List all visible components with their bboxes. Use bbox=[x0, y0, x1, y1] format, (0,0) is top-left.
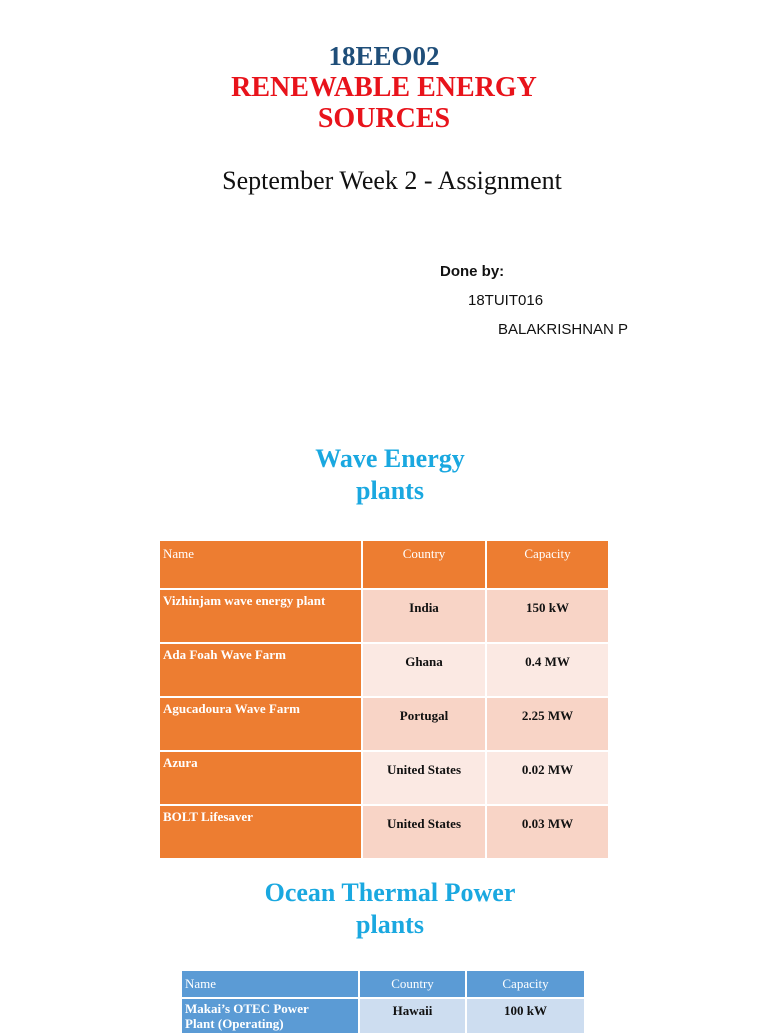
table-header-row bbox=[160, 541, 609, 589]
course-code: 18EEO02 bbox=[328, 41, 440, 71]
wave-title-line2: plants bbox=[356, 476, 424, 505]
assignment-subtitle: September Week 2 - Assignment bbox=[222, 166, 562, 195]
plant-name-cell: BOLT Lifesaver bbox=[160, 805, 362, 859]
country-cell: Ghana bbox=[362, 643, 486, 697]
table-row bbox=[160, 751, 609, 805]
plant-name-cell: Ada Foah Wave Farm bbox=[160, 643, 362, 697]
author-name: BALAKRISHNAN P bbox=[498, 321, 629, 338]
plant-name-cell: Azura bbox=[160, 751, 362, 805]
wave-energy-table bbox=[160, 541, 610, 860]
capacity-cell: 100 kW bbox=[466, 998, 585, 1034]
done-by-label: Done by: bbox=[440, 263, 505, 280]
course-title-line1: RENEWABLE ENERGY bbox=[231, 72, 537, 103]
course-title bbox=[0, 72, 768, 134]
plant-name-cell: Agucadoura Wave Farm bbox=[160, 697, 362, 751]
plant-name-line1: Makai’s OTEC Power bbox=[185, 1001, 309, 1016]
column-header-capacity: Capacity bbox=[466, 971, 585, 998]
wave-title-line1: Wave Energy bbox=[315, 444, 465, 473]
capacity-cell: 0.03 MW bbox=[486, 805, 609, 859]
table-header-row bbox=[182, 971, 585, 998]
otec-title-line1: Ocean Thermal Power bbox=[264, 878, 516, 907]
table-row bbox=[160, 697, 609, 751]
column-header-capacity: Capacity bbox=[486, 541, 609, 589]
country-cell: United States bbox=[362, 805, 486, 859]
column-header-name: Name bbox=[182, 971, 359, 998]
plant-name-line2: Plant (Operating) bbox=[185, 1016, 284, 1031]
otec-section-title bbox=[0, 877, 768, 941]
capacity-cell: 0.02 MW bbox=[486, 751, 609, 805]
otec-table bbox=[182, 971, 586, 1035]
table-row bbox=[160, 589, 609, 643]
capacity-cell: 0.4 MW bbox=[486, 643, 609, 697]
country-cell: Hawaii bbox=[359, 998, 466, 1034]
otec-title-line2: plants bbox=[356, 910, 424, 939]
column-header-country: Country bbox=[362, 541, 486, 589]
table-row bbox=[160, 805, 609, 859]
table-row bbox=[160, 643, 609, 697]
capacity-cell: 150 kW bbox=[486, 589, 609, 643]
plant-name-cell: Vizhinjam wave energy plant bbox=[160, 589, 362, 643]
column-header-country: Country bbox=[359, 971, 466, 998]
wave-section-title bbox=[0, 443, 768, 507]
country-cell: United States bbox=[362, 751, 486, 805]
plant-name-cell bbox=[182, 998, 359, 1034]
table-row bbox=[182, 998, 585, 1034]
course-title-line2: SOURCES bbox=[317, 103, 451, 134]
author-id: 18TUIT016 bbox=[468, 292, 544, 309]
capacity-cell: 2.25 MW bbox=[486, 697, 609, 751]
column-header-name: Name bbox=[160, 541, 362, 589]
country-cell: Portugal bbox=[362, 697, 486, 751]
country-cell: India bbox=[362, 589, 486, 643]
